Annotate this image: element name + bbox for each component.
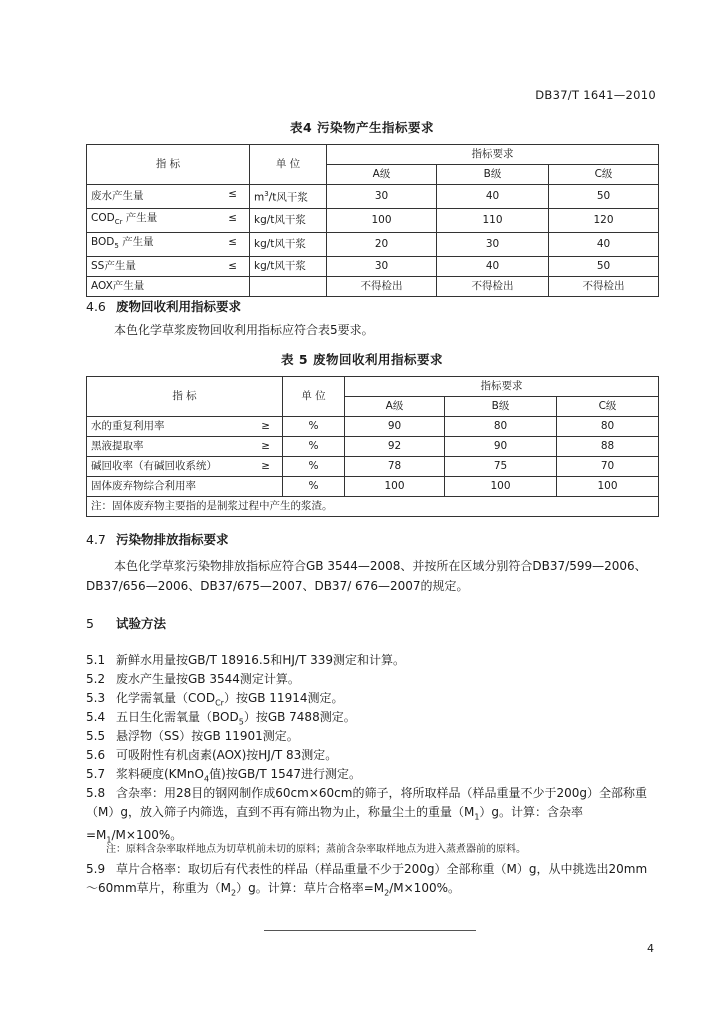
row-value: 80	[445, 417, 557, 437]
section-number: 5	[86, 616, 94, 631]
row-unit: $m^3/t$风干浆	[250, 185, 327, 209]
row-name: 碱回收率（有碱回收系统）	[91, 460, 217, 472]
table-row	[87, 232, 659, 256]
row-value: 20	[327, 232, 437, 256]
section-5-note: 注：原料含杂率取样地点为切草机前未切的原料；蒸前含杂率取样地点为进入蒸煮器前的原料。	[106, 844, 526, 855]
table4-head-unit: 单 位	[250, 145, 327, 185]
row-value: 90	[345, 417, 445, 437]
item-number: 5.9	[86, 862, 106, 876]
table4-head-level: A级	[327, 165, 437, 185]
item-number: 5.8	[86, 786, 106, 800]
item-number: 5.4	[86, 710, 106, 724]
section-title: 试验方法	[116, 616, 167, 631]
item-text: 化学需氧量$(COD_{Cr})$按GB 11914测定。	[116, 691, 344, 708]
row-value: 120	[549, 208, 659, 232]
row-value: 30	[327, 185, 437, 209]
table-row	[87, 208, 659, 232]
table4-head-level: C级	[549, 165, 659, 185]
row-unit: %	[283, 417, 345, 437]
list-item	[86, 746, 658, 765]
table5-head-level: A级	[345, 397, 445, 417]
table4	[86, 144, 659, 297]
table-row	[87, 185, 659, 209]
row-unit: kg/t风干浆	[250, 208, 327, 232]
table-row	[87, 417, 659, 437]
table5-caption: 表 5 废物回收利用指标要求	[281, 352, 443, 367]
row-symbol: ≥	[261, 420, 270, 432]
document-code: DB37/T 1641—2010	[535, 88, 656, 102]
item-number: 5.6	[86, 748, 106, 762]
row-value: 不得检出	[549, 276, 659, 296]
table4-caption: 表4 污染物产生指标要求	[289, 120, 435, 135]
page-number: 4	[647, 942, 654, 955]
row-symbol: ≥	[261, 460, 270, 472]
row-value: 40	[549, 232, 659, 256]
table4-head-level: B级	[437, 165, 549, 185]
row-unit	[250, 276, 327, 296]
row-symbol: ≤	[228, 211, 237, 224]
row-value: 40	[437, 185, 549, 209]
section-4-6-heading	[86, 297, 241, 315]
row-name: 水的重复利用率	[91, 420, 165, 432]
table-row	[87, 276, 659, 296]
row-name: 固体废弃物综合利用率	[91, 480, 196, 492]
row-value: 30	[437, 232, 549, 256]
row-value: 110	[437, 208, 549, 232]
row-value: 100	[345, 477, 445, 497]
table5	[86, 376, 659, 517]
row-value: 100	[557, 477, 659, 497]
row-symbol: ≥	[261, 440, 270, 452]
row-value: 50	[549, 185, 659, 209]
row-unit: %	[283, 477, 345, 497]
item-number: 5.5	[86, 729, 106, 743]
table5-note: 注：固体废弃物主要指的是制浆过程中产生的浆渣。	[87, 497, 659, 517]
table5-head-indicator: 指 标	[87, 377, 283, 417]
table-row	[87, 477, 659, 497]
item-number: 5.3	[86, 691, 106, 705]
row-value: 75	[445, 457, 557, 477]
row-value: 88	[557, 437, 659, 457]
section-number: 4.7	[86, 532, 106, 547]
row-symbol: ≤	[228, 235, 237, 248]
table5-head-level: B级	[445, 397, 557, 417]
row-unit: %	[283, 437, 345, 457]
row-value: 70	[557, 457, 659, 477]
footer-rule	[264, 930, 476, 931]
section-title: 废物回收利用指标要求	[116, 299, 242, 314]
item-number: 5.1	[86, 653, 106, 667]
item-text: 浆料硬度(KMnO$_4$值)按GB/T 1547进行测定。	[116, 767, 362, 784]
row-symbol: ≤	[228, 259, 237, 272]
row-value: 78	[345, 457, 445, 477]
list-item	[86, 727, 658, 746]
row-value: 40	[437, 256, 549, 276]
row-value: 100	[445, 477, 557, 497]
item-text: 草片合格率：取切后有代表性的样品（样品重量不少于200g）全部称重（M）g，从中挑选出20mm～60mm草片，称重为$(M_2)g$。计算：草片合格率$=M_2/M\times 100\%$。	[86, 862, 648, 898]
table5-head-unit: 单 位	[283, 377, 345, 417]
row-value: 100	[327, 208, 437, 232]
row-name: AOX产生量	[91, 279, 145, 292]
row-unit: kg/t风干浆	[250, 256, 327, 276]
item-text: 新鲜水用量按GB/T 18916.5和HJ/T 339测定和计算。	[116, 653, 405, 667]
section-4-7-paragraph: 本色化学草浆污染物排放指标应符合GB 3544—2008、并按所在区域分别符合DB37/599—2006、DB37/656—2006、DB37/675—2007、DB37/ 676—2007的规定。	[86, 559, 647, 593]
table-row	[87, 256, 659, 276]
table-row	[87, 457, 659, 477]
item-text: 五日生化需氧量$(BOD_5)$按GB 7488测定。	[116, 710, 356, 727]
item-number: 5.7	[86, 767, 106, 781]
section-title: 污染物排放指标要求	[116, 532, 229, 547]
table-note-row	[87, 497, 659, 517]
item-text: 废水产生量按GB 3544测定计算。	[116, 672, 300, 686]
list-item	[86, 651, 658, 670]
section-number: 4.6	[86, 299, 106, 314]
item-text: 含杂率：用28目的钢网制作成60cm×60cm的筛子，将所取样品（样品重量不少于200g）全部称重（M）g，放入筛子内筛选，直到不再有筛出物为止，称量尘土的重量$(M_1)g$。计算：含杂率$=M_1/M\times 100\%$。	[86, 786, 647, 845]
list-item	[86, 860, 658, 902]
row-value: 不得检出	[327, 276, 437, 296]
row-unit: %	[283, 457, 345, 477]
item-number: 5.2	[86, 672, 106, 686]
row-value: 80	[557, 417, 659, 437]
row-value: 50	[549, 256, 659, 276]
item-text: 可吸附性有机卤素(AOX)按HJ/T 83测定。	[116, 748, 338, 762]
row-symbol: ≤	[228, 188, 237, 200]
table-row	[87, 437, 659, 457]
row-value: 90	[445, 437, 557, 457]
row-name: $BOD_5$ 产生量	[91, 235, 154, 250]
item-text: 悬浮物（SS）按GB 11901测定。	[116, 729, 299, 743]
row-name: $COD_{Cr}$ 产生量	[91, 211, 158, 226]
table5-head-requirement: 指标要求	[345, 377, 659, 397]
table4-head-indicator: 指 标	[87, 145, 250, 185]
row-unit: kg/t风干浆	[250, 232, 327, 256]
list-item	[86, 670, 658, 689]
list-item	[86, 784, 658, 850]
row-name: 黑液提取率	[91, 440, 144, 452]
table4-head-requirement: 指标要求	[327, 145, 659, 165]
table5-head-level: C级	[557, 397, 659, 417]
section-4-6-paragraph: 本色化学草浆废物回收利用指标应符合表5要求。	[114, 323, 374, 337]
row-value: 92	[345, 437, 445, 457]
section-4-7-heading	[86, 530, 229, 548]
row-value: 不得检出	[437, 276, 549, 296]
row-name: 废水产生量	[91, 189, 144, 202]
section-5-heading	[86, 614, 166, 632]
row-value: 30	[327, 256, 437, 276]
row-name: SS产生量	[91, 259, 136, 272]
